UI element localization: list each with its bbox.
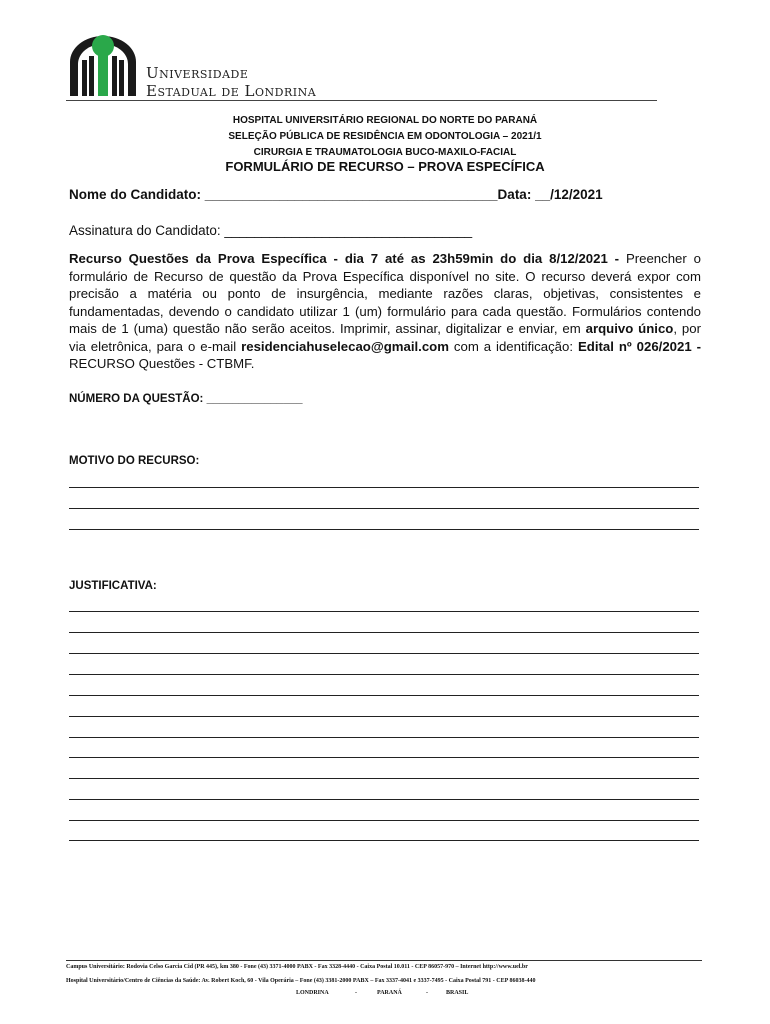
header-specialty: CIRURGIA E TRAUMATOLOGIA BUCO-MAXILO-FACIAL <box>253 147 517 158</box>
instructions-email-link[interactable]: residenciahuselecao@gmail.com <box>241 338 449 354</box>
footer-divider <box>66 960 702 961</box>
header-hospital: HOSPITAL UNIVERSITÁRIO REGIONAL DO NORTE DO PARANÁ <box>232 115 538 126</box>
footer-city: LONDRINA <box>296 990 329 996</box>
footer-hospital: Hospital Universitário/Centro de Ciências da Saúde: Av. Robert Koch, 60 - Vila Operária – Fone (43) 3381-2000 PABX – Fax 3337-4041 e 3337-7495 - Caixa Postal 791 - CEP 86038-440 <box>66 978 536 984</box>
footer-state: PARANÁ <box>377 990 402 996</box>
footer-separator: - <box>426 990 428 996</box>
motivo-label: MOTIVO DO RECURSO: <box>69 455 200 467</box>
justificativa-line[interactable] <box>69 799 699 800</box>
instructions-text-3: com a identificação: <box>448 338 578 354</box>
justificativa-line[interactable] <box>69 737 699 738</box>
candidate-signature-field[interactable]: Assinatura do Candidato: _________________________________ <box>69 223 473 238</box>
motivo-line[interactable] <box>69 529 699 530</box>
justificativa-line[interactable] <box>69 757 699 758</box>
form-title: FORMULÁRIO DE RECURSO – PROVA ESPECÍFICA <box>225 159 545 174</box>
footer-campus: Campus Universitário: Rodovia Celso Garcia Cid (PR 445), km 380 - Fone (43) 3371-4000 PABX - Fax 3328-4440 - Caixa Postal 10.011 - CEP 86057-970 – Internet http://www.uel.br <box>66 964 528 970</box>
footer-country: BRASIL <box>446 990 469 996</box>
justificativa-line[interactable] <box>69 611 699 612</box>
instructions-text-4: RECURSO Questões - CTBMF. <box>69 356 255 371</box>
header-divider <box>66 100 657 101</box>
instructions-text-2: , por via eletrônica, para o e-mail <box>69 321 701 354</box>
justificativa-line[interactable] <box>69 778 699 779</box>
candidate-name-date-field[interactable]: Nome do Candidato: _______________________________________Data: __/12/2021 <box>69 187 603 202</box>
instructions-edital: Edital nº 026/2021 - <box>577 338 701 354</box>
motivo-line[interactable] <box>69 487 699 488</box>
university-logo-icon <box>66 34 140 100</box>
instructions-arquivo: arquivo único <box>585 321 674 336</box>
justificativa-line[interactable] <box>69 820 699 821</box>
justificativa-label: JUSTIFICATIVA: <box>69 580 157 592</box>
justificativa-line[interactable] <box>69 716 699 717</box>
motivo-line[interactable] <box>69 508 699 509</box>
brand-line-1: Universidade <box>146 64 249 82</box>
justificativa-line[interactable] <box>69 840 699 841</box>
justificativa-line[interactable] <box>69 695 699 696</box>
instructions-text-1: Preencher o formulário de Recurso de questão da Prova Específica disponível no site. O recurso deverá expor com precisão a matéria ou ponto de insurgência, mediante razões claras, objetivas, consistentes e fundamentadas, devendo o candidato utilizar 1 (um) formulário para cada questão. Formulários contendo mais de 1 (uma) questão não serão aceitos. Imprimir, assinar, digitalizar e enviar, em <box>69 251 702 336</box>
justificativa-line[interactable] <box>69 653 699 654</box>
brand-line-2: Estadual de Londrina <box>146 82 317 100</box>
instructions-paragraph <box>69 250 701 373</box>
instructions-intro: Recurso Questões da Prova Específica - dia 7 até as 23h59min do dia 8/12/2021 - <box>69 251 620 266</box>
question-number-field[interactable]: NÚMERO DA QUESTÃO: _______________ <box>69 393 303 405</box>
brand-name <box>146 64 316 100</box>
header-selection: SELEÇÃO PÚBLICA DE RESIDÊNCIA EM ODONTOLOGIA – 2021/1 <box>228 131 542 142</box>
justificativa-line[interactable] <box>69 632 699 633</box>
justificativa-line[interactable] <box>69 674 699 675</box>
footer-separator: - <box>355 990 357 996</box>
